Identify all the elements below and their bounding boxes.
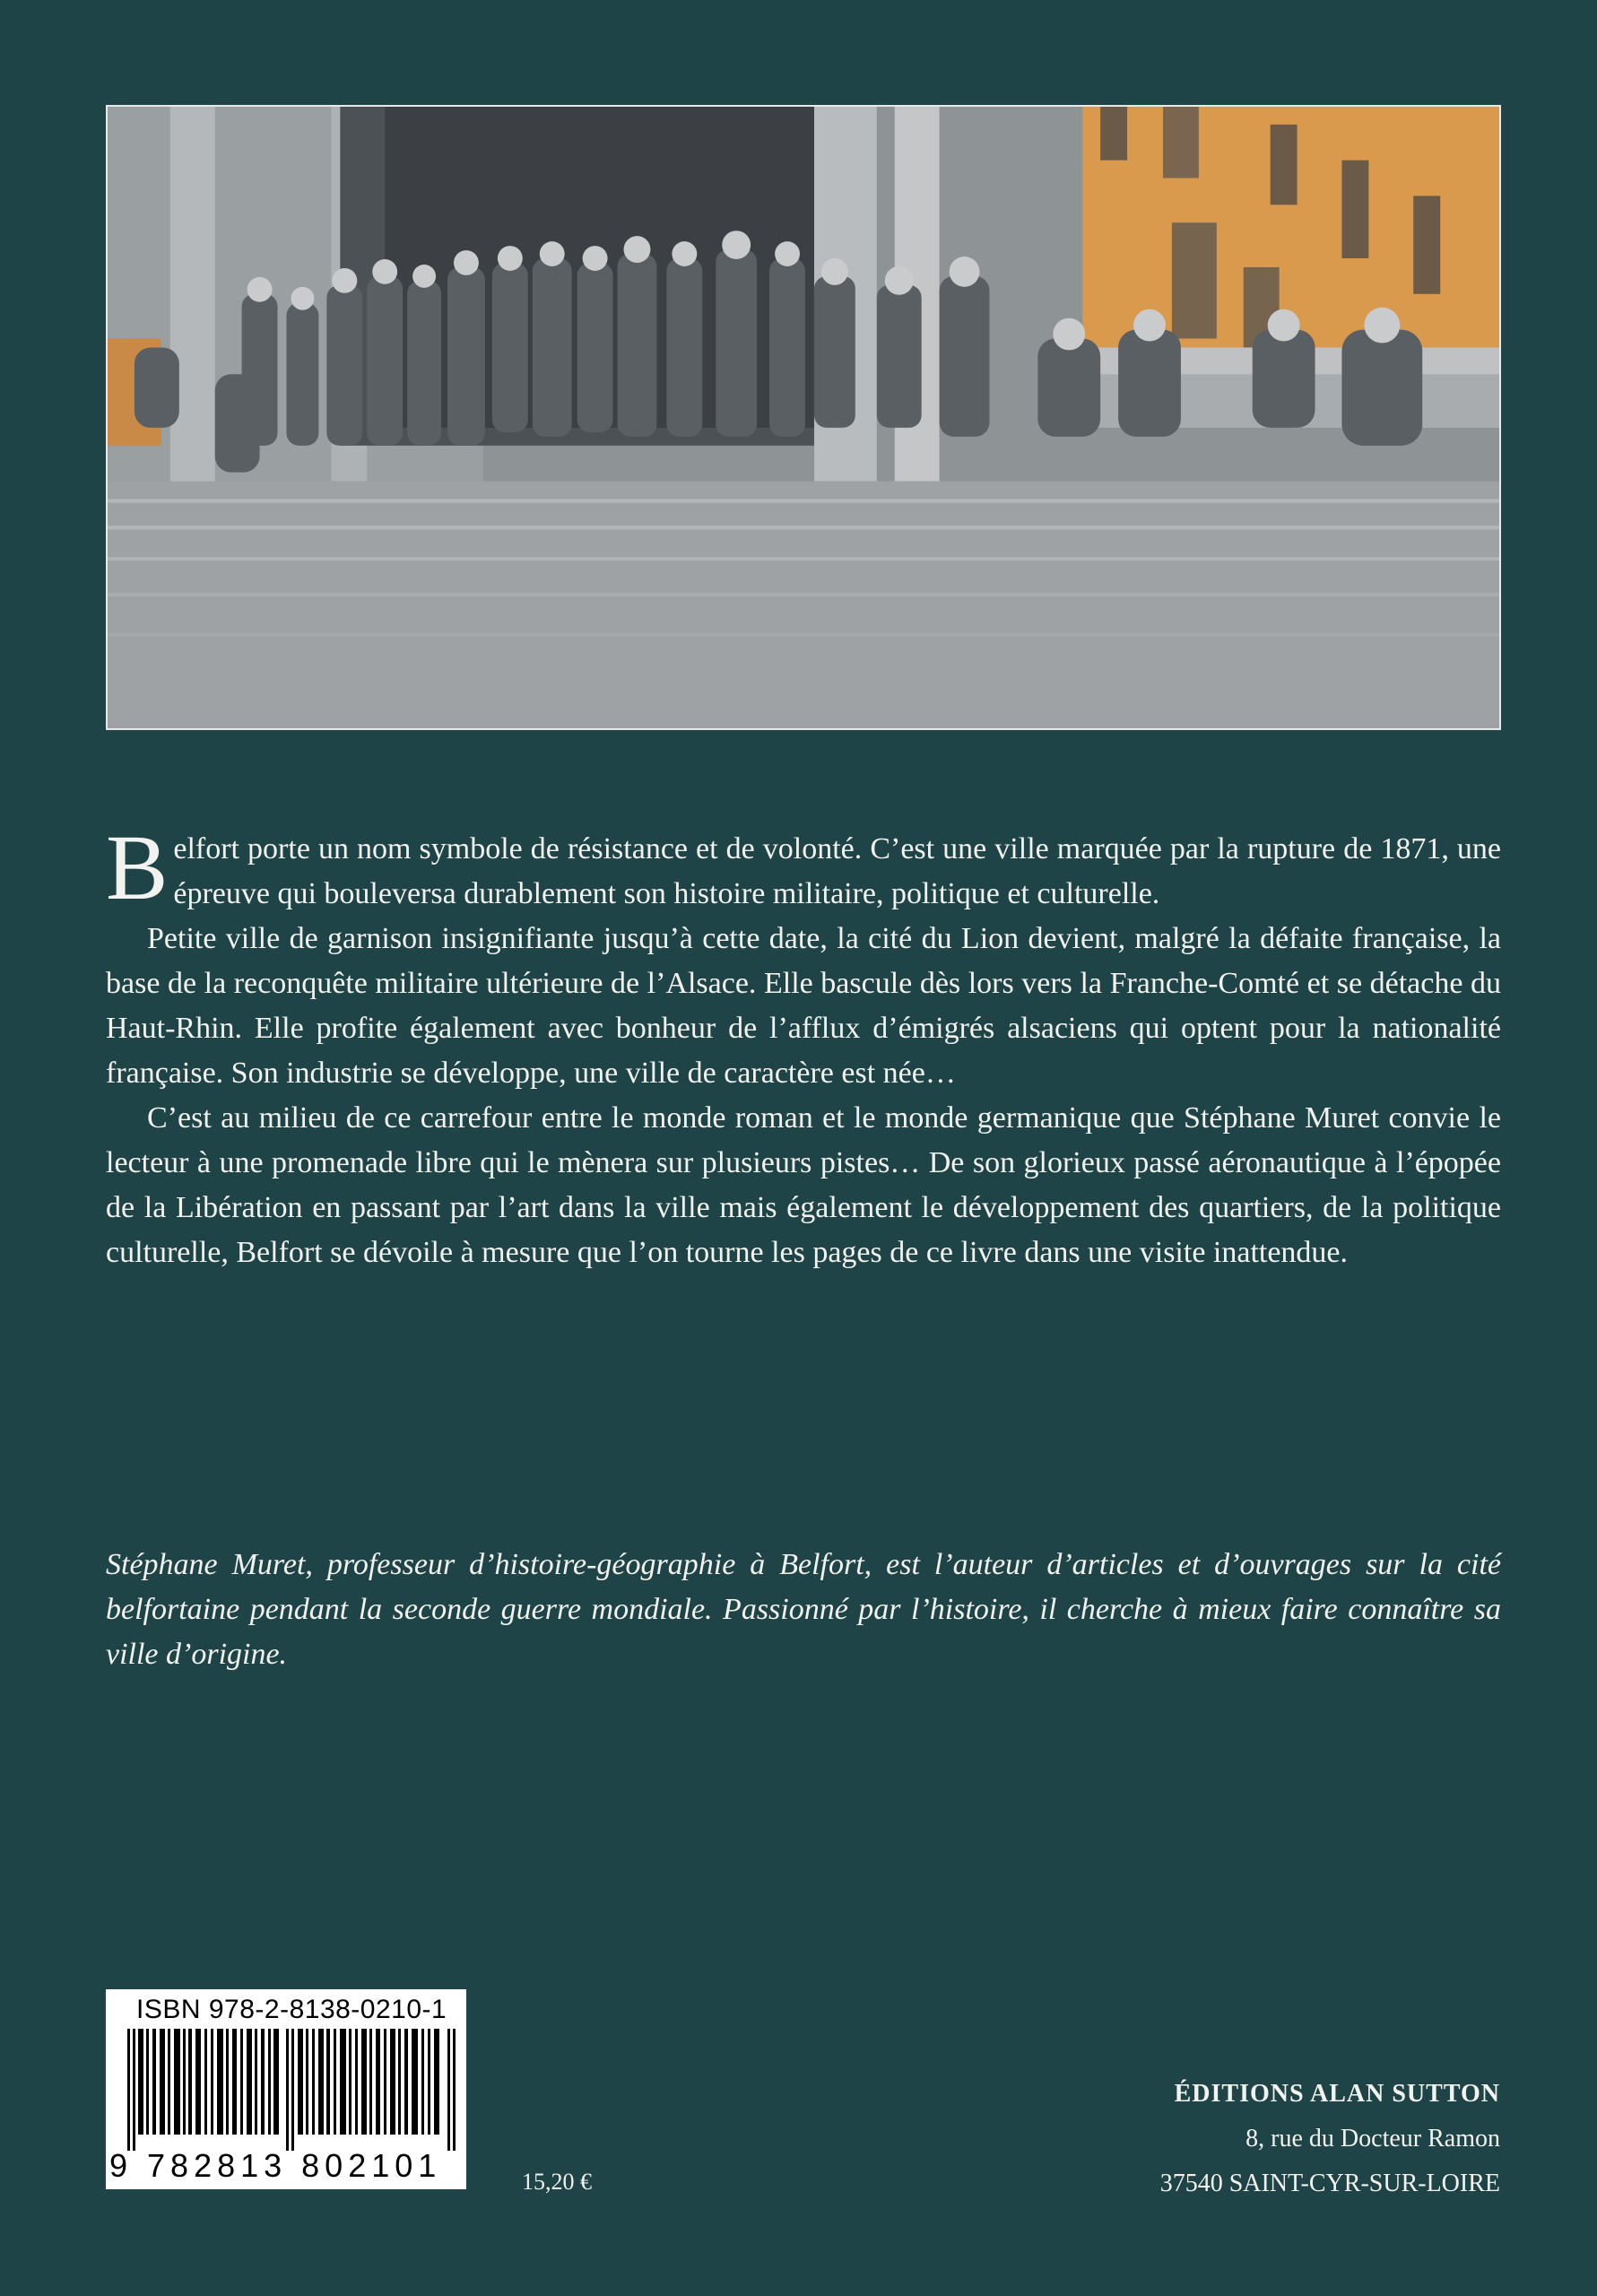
paragraph-2: Petite ville de garnison insignifiante jusqu’à cette date, la cité du Lion devient, malgré la défaite française, la base de la reconquête militaire ultérieure de l’Alsace. Elle bascule dès lors vers la Franche-Comté et se détache du Haut-Rhin. Elle profite également avec bonheur de l’afflux d’émigrés alsaciens qui optent pour la nationalité française. Son industrie se développe, une ville de caractère est née…: [106, 922, 1501, 1090]
barcode: [106, 1989, 466, 2189]
cover-photo: [106, 105, 1501, 730]
paragraph-1-text: elfort porte un nom symbole de résistance et de volonté. C’est une ville marquée par la rupture de 1871, une épreuve qui bouleversa durablement son histoire militaire, politique et culturelle.: [173, 832, 1501, 910]
summary-text: [106, 816, 1501, 1275]
drop-cap: B: [106, 816, 169, 919]
isbn-label: ISBN 978-2-8138-0210-1: [136, 1995, 447, 2024]
barcode-bars: [127, 2029, 456, 2151]
publisher-city: 37540 SAINT-CYR-SUR-LOIRE: [1159, 2170, 1500, 2197]
ean-digits: 9 782813 802101: [109, 2147, 442, 2184]
price: 15,20 €: [522, 2169, 592, 2195]
publisher-name: ÉDITIONS ALAN SUTTON: [1174, 2080, 1500, 2108]
publisher-block: [1160, 2072, 1500, 2206]
paragraph-1: [106, 816, 1501, 919]
publisher-street: 8, rue du Docteur Ramon: [1245, 2125, 1500, 2152]
author-bio: Stéphane Muret, professeur d’histoire-géographie à Belfort, est l’auteur d’articles et d’ouvrages sur la cité belfortaine pendant la seconde guerre mondiale. Passionné par l’histoire, il cherche à mieux faire connaître sa ville d’origine.: [106, 1548, 1501, 1671]
paragraph-3: C’est au milieu de ce carrefour entre le monde roman et le monde germanique que Stéphane Muret convie le lecteur à une promenade libre qui le mènera sur plusieurs pistes… De son glorieux passé aéronautique à l’épopée de la Libération en passant par l’art dans la ville mais également le développement des quartiers, de la politique culturelle, Belfort se dévoile à mesure que l’on tourne les pages de ce livre dans une visite inattendue.: [106, 1101, 1501, 1269]
mural-illustration: [108, 107, 1499, 728]
